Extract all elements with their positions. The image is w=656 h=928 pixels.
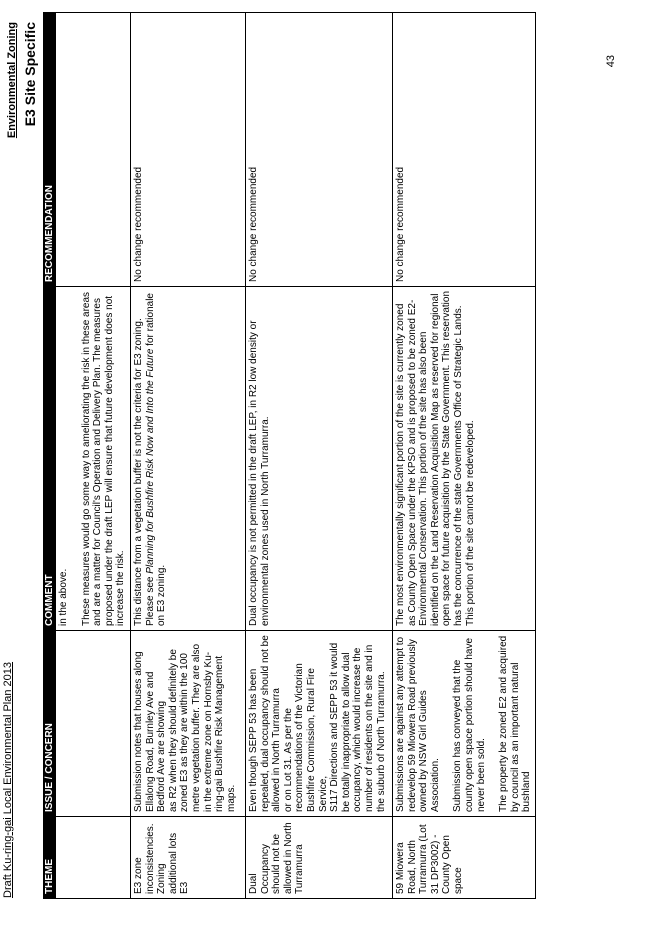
issue-paragraph: as R2 when they should definitely be zoned E3 as they are within the 100 metre vegetation buffer. They are also in the extreme zone on Hornsby Ku-ring-gai Bushfire Risk Management maps. (167, 643, 237, 812)
recommendation-cell: No change recommended (393, 13, 536, 287)
issue-paragraph: Submission has conveyed that the county open space portion should have never been sold. (452, 637, 487, 812)
table-row (56, 13, 131, 899)
comment-text: This distance from a vegetation buffer is not the criteria for E3 zoning. Please see (133, 318, 156, 626)
issue-paragraph: or on Lot 31. As per the recommendations of the Victorian Bushfire Commission, Rural Fire Service, (282, 663, 329, 812)
issue-cell (393, 631, 536, 817)
issue-paragraph: S117 Directions and SEPP 53 it would be totally inappropriate to allow dual occupancy, which would increase the number of residents on the site and in the suburb of North Turramurra. (329, 642, 387, 812)
theme-cell: E3 zone inconsistencies. Zoning additional lots E3 (131, 817, 246, 899)
issue-paragraph: Submission notes that houses along Ellalong Road, Burnley Ave and Bedford Ave are showing (133, 651, 168, 812)
recommendation-cell (56, 13, 131, 287)
section-title: Environmental Zoning (6, 22, 18, 139)
recommendation-cell: No change recommended (246, 13, 393, 287)
comment-paragraph: These measures would go some way to ameliorating the risk in these areas and are a matter for Council's Operation and Delivery Plan. The measures proposed under the draft LEP will ensure that future development does not increase the risk. (80, 291, 127, 626)
table-row (131, 13, 246, 899)
comment-cell (131, 287, 246, 631)
comment-paragraph: in the above. (58, 568, 69, 626)
issue-cell (246, 631, 393, 817)
column-header-comment: COMMENT (44, 287, 56, 631)
column-header-issue: ISSUE / CONCERN (44, 631, 56, 817)
theme-cell: 59 Miowera Road, North Turramurra (Lot 31 DP3002) - County Open space (393, 817, 536, 899)
comment-cell: The most environmentally significant portion of the site is currently zoned as County Open Space under the KPSO and is proposed to be zoned E2- Environmental Conservation. This portion of the site has also been identified on the Land Reservation Acquisition Map as reserved for regional open space for future acquisition by the State Government. This reservation has the concurrence of the state Governments Office of Strategic Lands. This portion of the site cannot be redeveloped. (393, 287, 536, 631)
table-header-row (44, 13, 56, 899)
table-row (246, 13, 393, 899)
page-number: 43 (605, 55, 617, 68)
table-row (393, 13, 536, 899)
column-header-recommendation: RECOMMENDATION (44, 13, 56, 287)
issue-cell (131, 631, 246, 817)
issue-cell (56, 631, 131, 817)
issue-paragraph: The property be zoned E2 and acquired by council as an important natural bushland (498, 635, 533, 812)
issue-paragraph: Even though SEPP 53 has been repealed, dual occupancy should not be allowed in North Turramurra (248, 635, 283, 812)
theme-cell: Dual Occupancy should not be allowed in North Turramurra (246, 817, 393, 899)
comment-cell (56, 287, 131, 631)
comment-cell: Dual occupancy is not permitted in the draft LEP, in R2 low density or environmental zones used in North Turramurra. (246, 287, 393, 631)
issue-paragraph: Submissions are against any attempt to redevelop 59 Miowera Road previously owned by NSW Girl Guides Association. (395, 636, 441, 812)
column-header-theme: THEME (44, 817, 56, 899)
comment-text: for rationale on E3 zoning. (144, 293, 168, 626)
document-reference: Planning for Bushfire Risk Now and Into the Future (144, 348, 156, 574)
submissions-table (43, 12, 536, 899)
theme-cell (56, 817, 131, 899)
recommendation-cell: No change recommended (131, 13, 246, 287)
document-title: Draft Ku-ring-gai Local Environmental Plan 2013 (2, 661, 14, 898)
page-heading: E3 Site Specific (22, 22, 38, 127)
